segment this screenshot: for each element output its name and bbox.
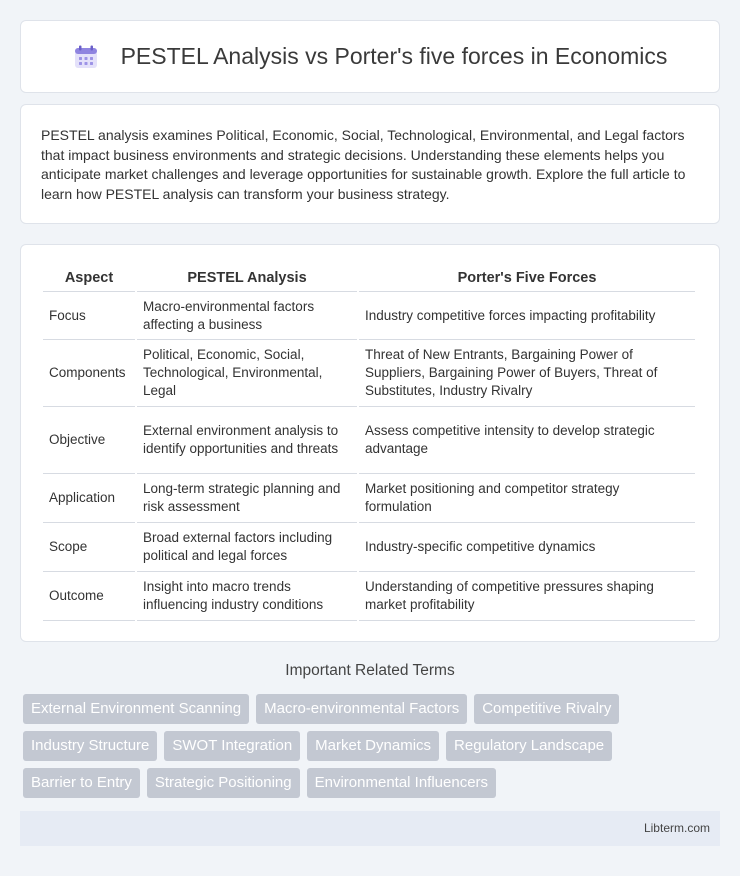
- row-pestel: Broad external factors including political and legal forces: [137, 523, 357, 572]
- header-porter: Porter's Five Forces: [359, 265, 695, 292]
- related-term-tag[interactable]: SWOT Integration: [164, 731, 300, 761]
- table-row: [43, 572, 695, 621]
- row-porter: Industry-specific competitive dynamics: [359, 523, 695, 572]
- row-aspect: Components: [43, 340, 135, 407]
- row-aspect: Scope: [43, 523, 135, 572]
- row-porter: Understanding of competitive pressures shaping market profitability: [359, 572, 695, 621]
- footer: [20, 811, 720, 846]
- related-terms-list: [23, 694, 723, 798]
- table-row: [43, 407, 695, 474]
- row-pestel: Insight into macro trends influencing industry conditions: [137, 572, 357, 621]
- related-term-tag[interactable]: Strategic Positioning: [147, 768, 300, 798]
- row-pestel: Political, Economic, Social, Technological, Environmental, Legal: [137, 340, 357, 407]
- related-term-tag[interactable]: Environmental Influencers: [307, 768, 496, 798]
- page-title: PESTEL Analysis vs Porter's five forces in Economics: [120, 43, 668, 69]
- related-term-tag[interactable]: Barrier to Entry: [23, 768, 140, 798]
- row-porter: Assess competitive intensity to develop strategic advantage: [359, 407, 695, 474]
- related-term-tag[interactable]: External Environment Scanning: [23, 694, 249, 724]
- row-pestel: External environment analysis to identify opportunities and threats: [137, 407, 357, 474]
- row-aspect: Application: [43, 474, 135, 523]
- row-porter: Threat of New Entrants, Bargaining Power of Suppliers, Bargaining Power of Buyers, Threat of Substitutes, Industry Rivalry: [359, 340, 695, 407]
- header-aspect: Aspect: [43, 265, 135, 292]
- table-header-row: [43, 265, 695, 292]
- related-terms-title: Important Related Terms: [285, 662, 455, 679]
- table-row: [43, 523, 695, 572]
- header-pestel: PESTEL Analysis: [137, 265, 357, 292]
- row-porter: Industry competitive forces impacting profitability: [359, 292, 695, 340]
- row-pestel: Long-term strategic planning and risk assessment: [137, 474, 357, 523]
- footer-site-link[interactable]: Libterm.com: [643, 821, 710, 835]
- row-porter: Market positioning and competitor strategy formulation: [359, 474, 695, 523]
- related-term-tag[interactable]: Market Dynamics: [307, 731, 439, 761]
- intro-card: [20, 104, 720, 224]
- related-term-tag[interactable]: Regulatory Landscape: [446, 731, 612, 761]
- related-term-tag[interactable]: Industry Structure: [23, 731, 157, 761]
- row-pestel: Macro-environmental factors affecting a business: [137, 292, 357, 340]
- table-row: [43, 340, 695, 407]
- table-row: [43, 292, 695, 340]
- row-aspect: Outcome: [43, 572, 135, 621]
- intro-text: PESTEL analysis examines Political, Economic, Social, Technological, Environmental, and Legal factors that impact business environments and strategic decisions. Understanding these elements helps you anticipate market challenges and leverage opportunities for sustainable growth. Explore the full article to learn how PESTEL analysis can transform your business strategy.: [41, 127, 686, 202]
- related-term-tag[interactable]: Macro-environmental Factors: [256, 694, 467, 724]
- comparison-table-card: [20, 244, 720, 642]
- row-aspect: Objective: [43, 407, 135, 474]
- header-card: [20, 20, 720, 93]
- related-term-tag[interactable]: Competitive Rivalry: [474, 694, 619, 724]
- table-row: [43, 474, 695, 523]
- comparison-table: [41, 265, 697, 621]
- row-aspect: Focus: [43, 292, 135, 340]
- calendar-grid-icon: [73, 44, 99, 70]
